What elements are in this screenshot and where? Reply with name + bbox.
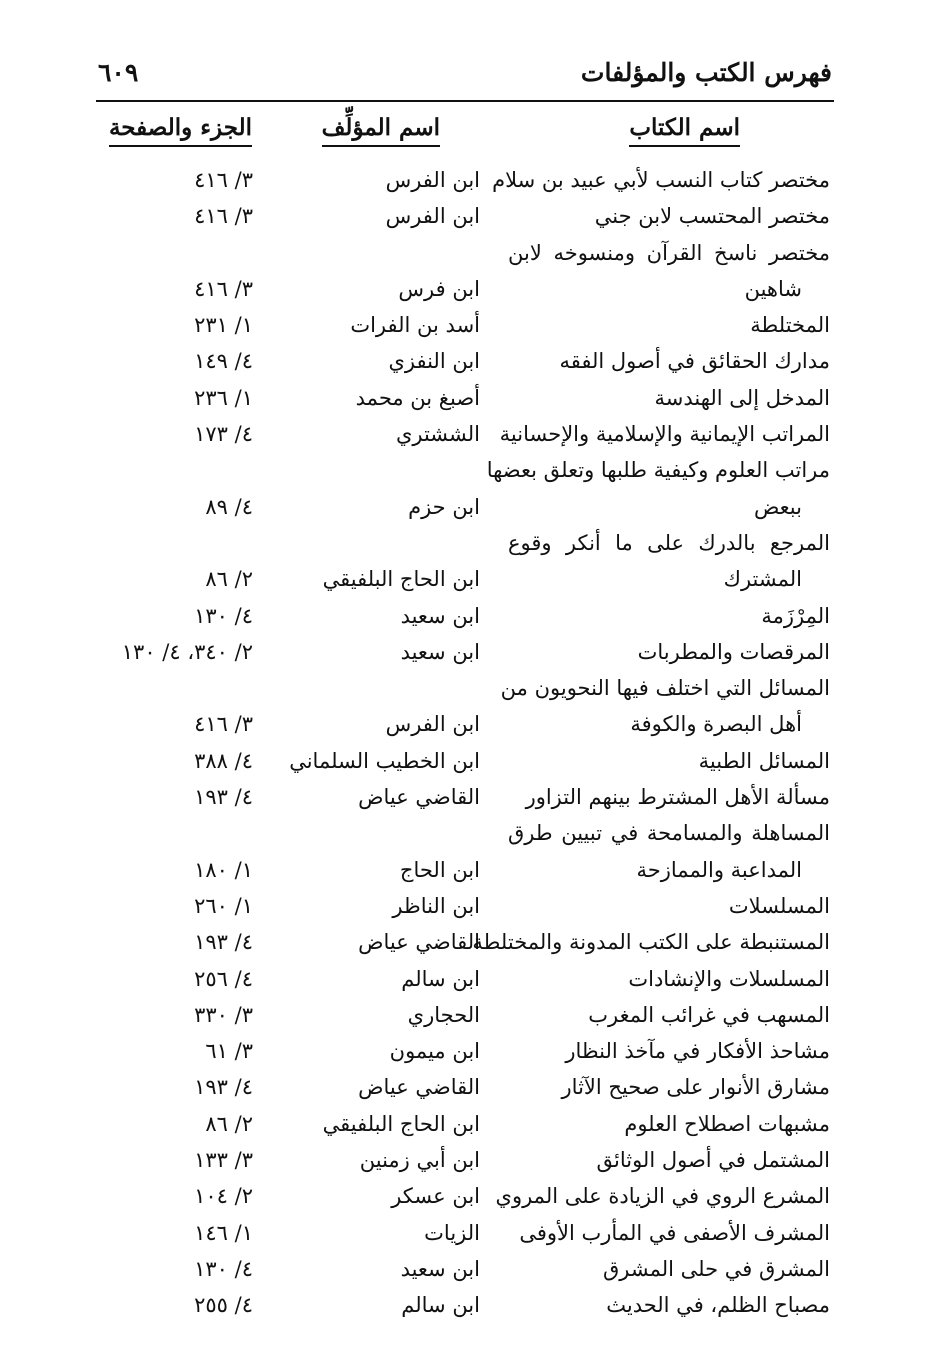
index-table: [0, 162, 930, 1324]
index-row: [0, 1106, 930, 1142]
author-name: أسد بن الفرات: [350, 313, 480, 338]
index-row: [0, 1069, 930, 1105]
author-name: ابن سعيد: [400, 639, 480, 664]
book-title: مسألة الأهل المشترط بينهم التزاور: [525, 785, 830, 810]
index-row: [0, 815, 930, 851]
book-title: مختصر المحتسب لابن جني: [594, 204, 830, 229]
index-row: [0, 271, 930, 307]
author-name: ابن الفرس: [385, 204, 480, 229]
volume-page: ٤/ ٢٥٥: [194, 1293, 253, 1318]
author-name: أصبغ بن محمد: [355, 385, 480, 410]
book-title: المشتمل في أصول الوثائق: [596, 1148, 830, 1173]
volume-page: [0, 670, 253, 706]
author-name: ابن سعيد: [400, 1256, 480, 1281]
volume-page: ٢/ ٨٦: [205, 567, 253, 592]
book-title: مشارق الأنوار على صحيح الآثار: [561, 1075, 830, 1100]
author-name: ابن الفرس: [385, 712, 480, 737]
volume-page: ١/ ٢٣٦: [194, 385, 253, 410]
volume-page: [0, 815, 253, 851]
book-title: المرجع بالدرك على ما أنكر وقوع: [508, 530, 830, 555]
volume-page: ٣/ ٤١٦: [194, 168, 253, 192]
author-name: ابن الفرس: [385, 168, 480, 192]
book-title: المداعبة والممازحة: [636, 857, 802, 882]
index-row: [0, 162, 930, 198]
book-title: مشاحذ الأفكار في مآخذ النظار: [565, 1039, 830, 1064]
book-title: المشرف الأصفى في المأرب الأوفى: [519, 1220, 830, 1245]
index-row: [0, 634, 930, 670]
author-name: ابن الناظر: [392, 893, 480, 918]
book-title: المشرق في حلى المشرق: [603, 1256, 830, 1281]
index-row: [0, 598, 930, 634]
author-name: القاضي عياض: [358, 930, 480, 955]
column-header-author: اسم المؤلِّف: [322, 114, 440, 147]
header-rule: [96, 100, 834, 102]
author-name: ابن فرس: [398, 276, 480, 301]
index-row: [0, 670, 930, 706]
author-name: الزيات: [424, 1220, 480, 1245]
volume-page: ٤/ ١٣٠: [194, 1256, 253, 1281]
index-row: [0, 997, 930, 1033]
book-title: ببعض: [753, 494, 802, 519]
index-row: [0, 380, 930, 416]
volume-page: ٤/ ١٧٣: [194, 422, 253, 447]
book-title: مختصر كتاب النسب لأبي عبيد بن سلام: [492, 168, 830, 192]
book-title: أهل البصرة والكوفة: [630, 712, 802, 737]
book-title: المختلطة: [750, 313, 830, 338]
author-name: ابن الخطيب السلماني: [289, 748, 480, 773]
volume-page: ١/ ١٨٠: [194, 857, 253, 882]
volume-page: ٤/ ٢٥٦: [194, 966, 253, 991]
volume-page: ٤/ ١٤٩: [194, 349, 253, 374]
index-row: [0, 525, 930, 561]
book-title: مراتب العلوم وكيفية طلبها وتعلق بعضها: [486, 458, 830, 483]
running-title: فهرس الكتب والمؤلفات: [580, 58, 832, 87]
index-row: [0, 924, 930, 960]
volume-page: ٤/ ٣٨٨: [194, 748, 253, 773]
index-row: [0, 1251, 930, 1287]
volume-page: ٤/ ١٩٣: [194, 930, 253, 955]
book-title: المساهلة والمسامحة في تبيين طرق: [508, 821, 830, 846]
author-name: ابن الحاج: [399, 857, 480, 882]
index-row: [0, 489, 930, 525]
book-title: المِرْزَمة: [761, 603, 830, 628]
index-row: [0, 852, 930, 888]
volume-page: ٤/ ١٩٣: [194, 1075, 253, 1100]
book-title: المستنبطة على الكتب المدونة والمختلطة: [472, 930, 830, 955]
book-title: المشرع الروي في الزيادة على المروي: [495, 1184, 830, 1209]
author-name: الحجاري: [407, 1002, 480, 1027]
volume-page: ٣/ ٤١٦: [194, 276, 253, 301]
index-row: [0, 961, 930, 997]
book-title: المسلسلات: [728, 893, 830, 918]
author-name: ابن عسكر: [391, 1184, 480, 1209]
author-name: ابن الحاج البلفيقي: [322, 567, 480, 592]
author-name: الششتري: [395, 422, 480, 447]
author-name: ابن سالم: [401, 1293, 480, 1318]
index-row: [0, 743, 930, 779]
volume-page: ٣/ ١٣٣: [194, 1148, 253, 1173]
index-row: [0, 779, 930, 815]
index-row: [0, 307, 930, 343]
volume-page: ٤/ ١٣٠: [194, 603, 253, 628]
author-name: ابن النفزي: [388, 349, 480, 374]
index-row: [0, 706, 930, 742]
volume-page: ٣/ ٦١: [205, 1039, 253, 1064]
index-row: [0, 198, 930, 234]
book-title: المسهب في غرائب المغرب: [588, 1002, 830, 1027]
index-row: [0, 416, 930, 452]
index-row: [0, 1287, 930, 1323]
volume-page: ١/ ١٤٦: [194, 1220, 253, 1245]
volume-page: [0, 525, 253, 561]
index-row: [0, 888, 930, 924]
book-title: مصباح الظلم، في الحديث: [606, 1293, 830, 1318]
index-row: [0, 343, 930, 379]
index-row: [0, 1033, 930, 1069]
book-title: المسائل الطبية: [698, 748, 830, 773]
volume-page: ١/ ٢٦٠: [194, 893, 253, 918]
index-row: [0, 1142, 930, 1178]
volume-page: ٤/ ١٩٣: [194, 785, 253, 810]
book-title: المشترك: [723, 567, 802, 592]
author-name: ابن ميمون: [389, 1039, 480, 1064]
column-header-book: اسم الكتاب: [629, 114, 740, 147]
volume-page: [0, 452, 253, 488]
book-title: المسلسلات والإنشادات: [628, 966, 830, 991]
book-title: المسائل التي اختلف فيها النحويون من: [500, 676, 830, 701]
book-title: المرقصات والمطربات: [637, 639, 830, 664]
author-name: ابن سعيد: [400, 603, 480, 628]
index-row: [0, 1215, 930, 1251]
volume-page: [0, 235, 253, 271]
volume-page: ٣/ ٤١٦: [194, 204, 253, 229]
volume-page: ٣/ ٣٣٠: [194, 1002, 253, 1027]
author-name: ابن أبي زمنين: [359, 1148, 480, 1173]
book-title: المراتب الإيمانية والإسلامية والإحسانية: [499, 422, 830, 447]
author-name: ابن حزم: [408, 494, 480, 519]
book-title: شاهين: [744, 276, 802, 301]
book-title: مشبهات اصطلاح العلوم: [624, 1111, 830, 1136]
volume-page: ٢/ ١٠٤: [194, 1184, 253, 1209]
book-title: مدارك الحقائق في أصول الفقه: [559, 349, 830, 374]
volume-page: ٢/ ٣٤٠، ٤/ ١٣٠: [121, 639, 253, 664]
author-name: القاضي عياض: [358, 1075, 480, 1100]
volume-page: ٣/ ٤١٦: [194, 712, 253, 737]
book-title: المدخل إلى الهندسة: [654, 385, 830, 410]
volume-page: ٤/ ٨٩: [205, 494, 253, 519]
volume-page: ٢/ ٨٦: [205, 1111, 253, 1136]
index-row: [0, 452, 930, 488]
author-name: القاضي عياض: [358, 785, 480, 810]
index-row: [0, 1178, 930, 1214]
volume-page: ١/ ٢٣١: [194, 313, 253, 338]
page-number: ٦٠٩: [98, 58, 139, 87]
author-name: ابن سالم: [401, 966, 480, 991]
index-row: [0, 235, 930, 271]
author-name: ابن الحاج البلفيقي: [322, 1111, 480, 1136]
index-row: [0, 561, 930, 597]
column-header-volume-page: الجزء والصفحة: [109, 114, 252, 147]
book-title: مختصر ناسخ القرآن ومنسوخه لابن: [508, 240, 830, 265]
